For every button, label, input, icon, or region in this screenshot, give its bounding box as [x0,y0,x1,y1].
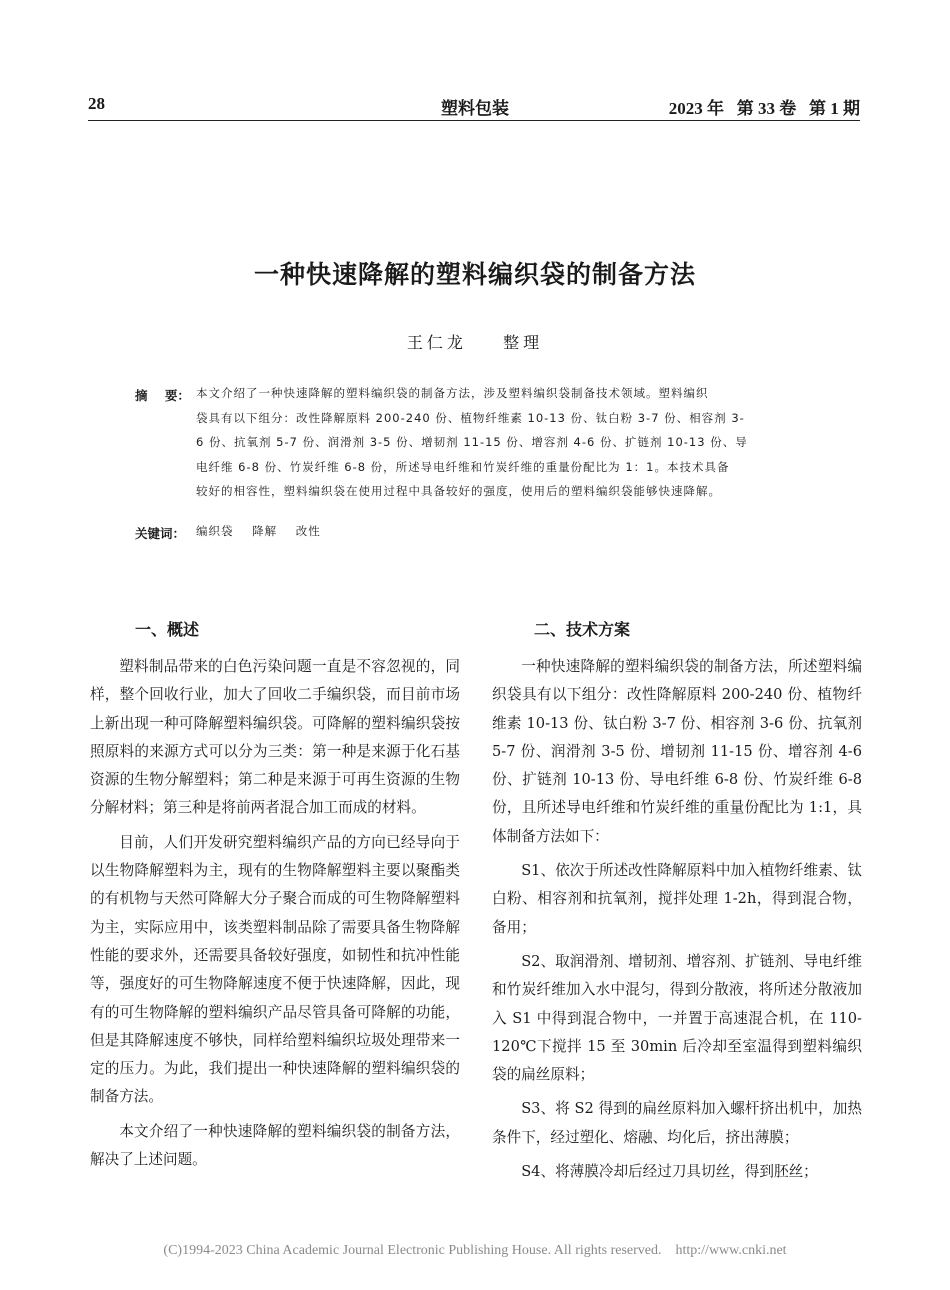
issue-info: 2023 年 第 33 卷 第 1 期 [668,99,860,118]
step-s3: S3、将 S2 得到的扁丝原料加入螺杆挤出机中，加热条件下，经过塑化、熔融、均化后，挤出薄膜； [492,1100,862,1146]
keywords-text: 编织袋 降解 改性 [196,524,321,538]
step-s1: S1、依次于所述改性降解原料中加入植物纤维素、钛白粉、相容剂和抗氧剂，搅拌处理 1-2h，得到混合物，备用； [492,862,862,936]
article-title: 一种快速降解的塑料编织袋的制备方法 [253,260,696,289]
abstract-line: 较好的相容性，塑料编织袋在使用过程中具备较好的强度，使用后的塑料编织袋能够快速降解。 [196,484,721,498]
step-s4: S4、将薄膜冷却后经过刀具切丝，得到胚丝； [521,1163,818,1181]
page-number: 28 [88,94,105,113]
abstract-text [196,381,836,504]
abstract-line: 袋具有以下组分：改性降解原料 200-240 份、植物纤维素 10-13 份、钛白粉 3-7 份、相容剂 3- [196,410,745,425]
header-rule [88,120,860,121]
section1-paragraph: 目前，人们开发研究塑料编织产品的方向已经导向于以生物降解塑料为主，现有的生物降解塑料主要以聚酯类的有机物与天然可降解大分子聚合而成的可生物降解塑料为主，实际应用中，该类塑料制品除了需要具备生物降解性能的要求外，还需要具备较好强度，如韧性和抗冲性能等，强度好的可生物降解速度不便于快速降解，因此，现有的可生物降解的塑料编织产品尽管具备可降解的功能，但是其降解速度不够快，同样给塑料编织垃圾处理带来一定的压力。为此，我们提出一种快速降解的塑料编织袋的制备方法。 [90,833,460,1106]
author-line: 王仁龙 整理 [406,333,544,352]
abstract-label: 摘 要： [135,388,190,403]
section2-paragraph: 一种快速降解的塑料编织袋的制备方法，所述塑料编织袋具有以下组分：改性降解原料 200-240 份、植物纤维素 10-13 份、钛白粉 3-7 份、相容剂 3-6 份、抗氧剂 5-7 份、润滑剂 3-5 份、增韧剂 11-15 份、增容剂 4-6 份、扩链剂 10-13 份、导电纤维 6-8 份、竹炭纤维 6-8 份，且所述导电纤维和竹炭纤维的重量份配比为 1:1，具体制备方法如下： [492,658,862,845]
abstract-line: 本文介绍了一种快速降解的塑料编织袋的制备方法，涉及塑料编织袋制备技术领域。塑料编织 [196,386,709,400]
keywords-label: 关键词： [135,526,186,541]
journal-name: 塑料包装 [441,99,509,118]
section2-body [492,653,862,1192]
abstract-line: 6 份、抗氧剂 5-7 份、润滑剂 3-5 份、增韧剂 11-15 份、增容剂 4-6 份、扩链剂 10-13 份、导 [196,435,748,449]
abstract-line: 电纤维 6-8 份、竹炭纤维 6-8 份，所述导电纤维和竹炭纤维的重量份配比为 1：1。本技术具备 [196,459,730,474]
section1-heading: 一、概述 [135,620,200,639]
copyright-footer: (C)1994-2023 China Academic Journal Electronic Publishing House. All rights reserved. http://www.cnki.net [163,1243,787,1258]
section1-body [90,653,460,1180]
step-s2: S2、取润滑剂、增韧剂、增容剂、扩链剂、导电纤维和竹炭纤维加入水中混匀，得到分散液，将所述分散液加入 S1 中得到混合物中，一并置于高速混合机，在 110-120℃下搅拌 15 至 30min 后冷却至室温得到塑料编织袋的扁丝原料； [492,952,862,1084]
section2-heading: 二、技术方案 [534,620,631,639]
section1-paragraph: 本文介绍了一种快速降解的塑料编织袋的制备方法，解决了上述问题。 [90,1122,460,1169]
section1-paragraph: 塑料制品带来的白色污染问题一直是不容忽视的，同样，整个回收行业，加大了回收二手编织袋，而目前市场上新出现一种可降解塑料编织袋。可降解的塑料编织袋按照原料的来源方式可以分为三类：第一种是来源于化石基资源的生物分解塑料；第二种是来源于可再生资源的生物分解材料；第三种是将前两者混合加工而成的材料。 [90,658,460,817]
